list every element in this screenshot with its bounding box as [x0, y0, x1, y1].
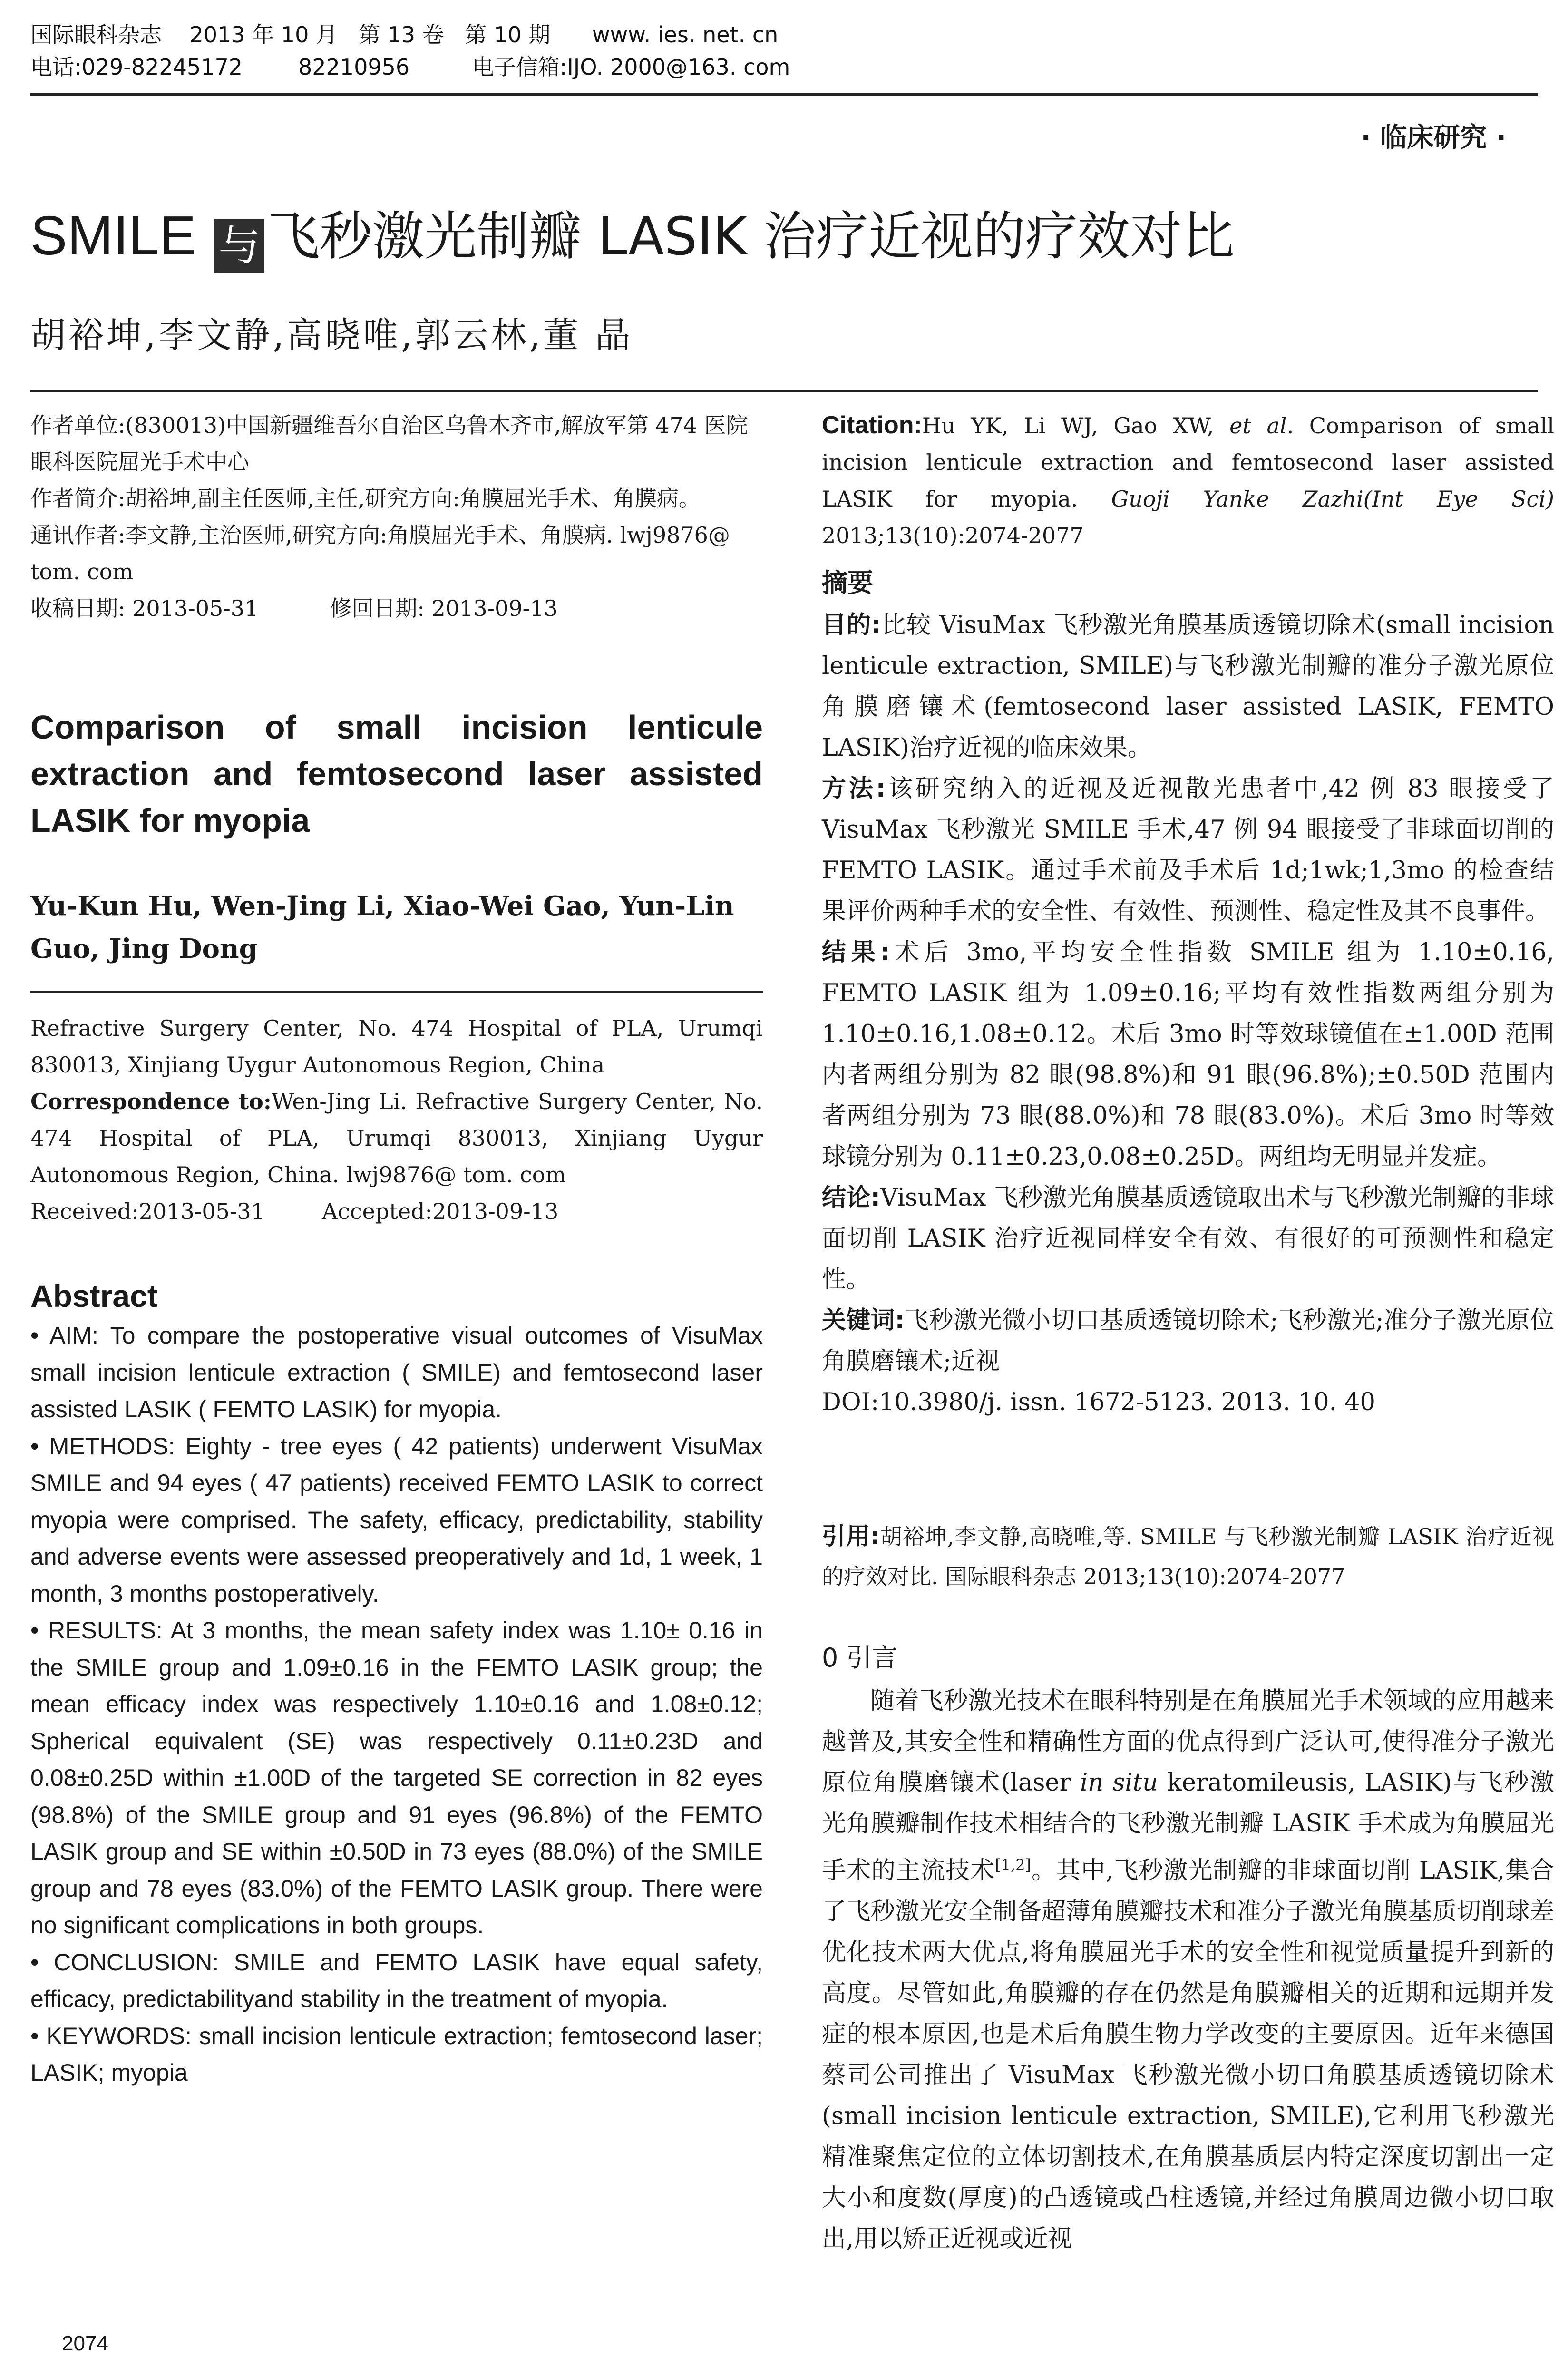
keywords-text: small incision lenticule extraction; femtosecond laser; LASIK; myopia: [30, 2022, 763, 2086]
aim-text: To compare the postoperative visual outcomes of VisuMax small incision lenticule extraction ( SMILE) and femtosecond laser assisted LASIK ( FEMTO LASIK) for myopia.: [30, 1322, 763, 1422]
received-date: 收稿日期: 2013-05-31: [30, 595, 259, 621]
cite-cn-text: 胡裕坤,李文静,高晓唯,等. SMILE 与飞秒激光制瓣 LASIK 治疗近视的疗效对比. 国际眼科杂志 2013;13(10):2074-2077: [822, 1524, 1555, 1589]
cn-keywords-label: 关键词:: [822, 1306, 905, 1335]
english-title: Comparison of small incision lenticule extraction and femtosecond laser assisted LASIK for myopia: [30, 709, 763, 839]
citation-chinese: [822, 1516, 1554, 1597]
keywords-label: • KEYWORDS:: [30, 2022, 192, 2049]
cite-cn-label: 引用:: [822, 1522, 880, 1550]
revised-date: 修回日期: 2013-09-13: [330, 595, 558, 621]
authors-rule: [30, 390, 1538, 392]
en-received: Received:2013-05-31: [30, 1198, 265, 1224]
intro-heading: 0 引言: [822, 1643, 898, 1673]
cn-aim-label: 目的:: [822, 611, 881, 639]
intro-text-c: 。其中,飞秒激光制瓣的非球面切削 LASIK,集合了飞秒激光安全制备超薄角膜瓣技术和准分子激光角膜基质切削球差优化技术两大优点,将角膜屈光手术的安全性和视觉质量提升到新的高度。尽管如此,角膜瓣的存在仍然是角膜瓣相关的近期和远期并发症的根本原因,也是术后角膜生物力学改变的主要原因。近年来德国蔡司公司推出了 VisuMax 飞秒激光微小切口角膜基质透镜切除术(small incision lenticule extraction, SMILE),它利用飞秒激光精准聚焦定位的立体切割技术,在角膜基质层内特定深度切割出一定大小和度数(厚度)的凸透镜或凸柱透镜,并经过角膜周边微小切口取出,用以矫正近视或近视: [822, 1857, 1554, 2253]
abstract-chinese: [822, 605, 1554, 1423]
page-number: 2074: [62, 2332, 108, 2355]
author-corr: 通讯作者:李文静,主治医师,研究方向:角膜屈光手术、角膜病. lwj9876@ tom. com: [30, 522, 730, 585]
cn-conclusion-text: VisuMax 飞秒激光角膜基质透镜取出术与飞秒激光制瓣的非球面切削 LASIK 治疗近视同样安全有效、有很好的可预测性和稳定性。: [822, 1184, 1554, 1294]
dates: [30, 590, 763, 627]
cn-conclusion-label: 结论:: [822, 1184, 880, 1212]
citation-journal: Guoji Yanke Zazhi(Int Eye Sci): [1111, 486, 1554, 512]
authors: 胡裕坤,李文静,高晓唯,郭云林,董 晶: [30, 315, 633, 356]
abstract-conclusion: [30, 1944, 763, 2018]
citation-english: [822, 407, 1554, 554]
conclusion-label: • CONCLUSION:: [30, 1948, 219, 1976]
english-authors: Yu-Kun Hu, Wen-Jing Li, Xiao-Wei Gao, Yun-Lin Guo, Jing Dong: [30, 890, 734, 964]
title-part2: 飞秒激光制瓣 LASIK 治疗近视的疗效对比: [267, 206, 1235, 267]
cn-doi: DOI:10.3980/j. issn. 1672-5123. 2013. 10. 40: [822, 1388, 1375, 1416]
citation-text2: . Comparison of small incision lenticule extraction and femtosecond laser assisted LASIK for myopia.: [822, 413, 1554, 512]
author-bio: 作者简介:胡裕坤,副主任医师,主任,研究方向:角膜屈光手术、角膜病。: [30, 486, 701, 511]
intro-reference: [1,2]: [995, 1856, 1032, 1874]
cn-keywords-text: 飞秒激光微小切口基质透镜切除术;飞秒激光;准分子激光原位角膜磨镶术;近视: [822, 1306, 1554, 1375]
cn-results-label: 结果:: [822, 938, 890, 966]
journal-header-line2: 电话:029-82245172 82210956 电子信箱:IJO. 2000@163. com: [30, 54, 790, 80]
title-part1: SMILE: [30, 205, 212, 266]
citation-etal: et al: [1229, 413, 1287, 438]
author-info: [30, 407, 763, 627]
journal-header-line1: 国际眼科杂志 2013 年 10 月 第 13 卷 第 10 期 www. ies. net. cn: [30, 22, 779, 48]
intro-text-b: keratomileusis, LASIK)与飞秒激光角膜瓣制作技术相结合的飞秒激光制瓣 LASIK 手术成为角膜屈光手术的主流技术: [822, 1769, 1554, 1885]
abstract-results: [30, 1612, 763, 1944]
intro-paragraph: [822, 1681, 1554, 2260]
citation-label: Citation:: [822, 411, 922, 439]
abstract-cn-heading: 摘要: [822, 568, 873, 598]
cn-conclusion: [822, 1178, 1554, 1300]
cn-methods-text: 该研究纳入的近视及近视散光患者中,42 例 83 眼接受了 VisuMax 飞秒激光 SMILE 手术,47 例 94 眼接受了非球面切削的 FEMTO LASIK。通过手术前及手术后 1d;1wk;1,3mo 的检查结果评价两种手术的安全性、有效性、预测性、稳定性及其不良事件。: [822, 775, 1554, 925]
cn-results-text: 术后 3mo,平均安全性指数 SMILE 组为 1.10±0.16, FEMTO LASIK 组为 1.09±0.16;平均有效性指数两组分别为 1.10±0.16,1.08±0.12。术后 3mo 时等效球镜值在±1.00D 范围内者两组分别为 82 眼(98.8%)和 91 眼(96.8%);±0.50D 范围内者两组分别为 73 眼(88.0%)和 78 眼(83.0%)。术后 3mo 时等效球镜分别为 0.11±0.23,0.08±0.25D。两组均无明显并发症。: [822, 938, 1554, 1171]
english-affiliation: [30, 1010, 763, 1230]
methods-text: Eighty - tree eyes ( 42 patients) underwent VisuMax SMILE and 94 eyes ( 47 patients) received FEMTO LASIK to correct myopia were comprised. The safety, efficacy, predictability, stability and adverse events were assessed preoperatively and 1d, 1 week, 1 month, 3 months postoperatively.: [30, 1432, 763, 1607]
cn-aim: [822, 605, 1554, 769]
article-title: [30, 200, 1538, 273]
corr-label: Correspondence to:: [30, 1089, 272, 1114]
cn-results: [822, 932, 1554, 1178]
abstract-heading: Abstract: [30, 1278, 158, 1314]
affil-center: Refractive Surgery Center, No. 474 Hospital of PLA, Urumqi 830013, Xinjiang Uygur Autonomous Region, China: [30, 1015, 763, 1078]
cn-methods: [822, 769, 1554, 932]
english-authors-rule: [30, 991, 763, 993]
citation-text3: 2013;13(10):2074-2077: [822, 523, 1084, 548]
en-accepted: Accepted:2013-09-13: [321, 1198, 559, 1224]
corr-text: Wen-Jing Li. Refractive Surgery Center, No. 474 Hospital of PLA, Urumqi 830013, Xinjiang Uygur Autonomous Region, China. lwj9876@ tom. com: [30, 1089, 763, 1188]
results-text: At 3 months, the mean safety index was 1.10± 0.16 in the SMILE group and 1.09±0.16 in the FEMTO LASIK group; the mean efficacy index was respectively 1.10±0.16 and 1.08±0.12; Spherical equivalent (SE) was respectively 0.11±0.23D and 0.08±0.25D within ±1.00D of the targeted SE correction in 82 eyes (98.8%) of the SMILE group and 91 eyes (96.8%) of the FEMTO LASIK group and SE within ±0.50D in 73 eyes (88.0%) of the SMILE group and 78 eyes (83.0%) of the FEMTO LASIK group. There were no significant complications in both groups.: [30, 1617, 763, 1939]
abstract-aim: [30, 1317, 763, 1428]
cn-aim-text: 比较 VisuMax 飞秒激光角膜基质透镜切除术(small incision lenticule extraction, SMILE)与飞秒激光制瓣的准分子激光原位角膜磨镶术(femtosecond laser assisted LASIK, FEMTO LASIK)治疗近视的临床效果。: [822, 611, 1554, 762]
affil-dates: [30, 1193, 763, 1230]
cn-keywords: [822, 1300, 1554, 1382]
cn-methods-label: 方法:: [822, 775, 886, 803]
citation-text1: Hu YK, Li WJ, Gao XW,: [922, 413, 1230, 438]
intro-italic: in situ: [1080, 1769, 1159, 1797]
title-logo: 与: [214, 219, 264, 273]
affil-correspondence: [30, 1083, 763, 1193]
results-label: • RESULTS:: [30, 1617, 163, 1644]
aim-label: • AIM:: [30, 1322, 98, 1349]
abstract-methods: [30, 1428, 763, 1613]
section-label: · 临床研究 ·: [1361, 122, 1506, 153]
abstract-english: [30, 1317, 763, 2092]
conclusion-text: SMILE and FEMTO LASIK have equal safety, efficacy, predictabilityand stability in the treatment of myopia.: [30, 1948, 763, 2012]
header-rule: [30, 93, 1538, 96]
abstract-keywords: [30, 2018, 763, 2092]
author-unit: 作者单位:(830013)中国新疆维吾尔自治区乌鲁木齐市,解放军第 474 医院眼科医院屈光手术中心: [30, 412, 748, 475]
intro-text-a: 随着飞秒激光技术在眼科特别是在角膜屈光手术领域的应用越来越普及,其安全性和精确性方面的优点得到广泛认可,使得准分子激光原位角膜磨镶术(laser: [822, 1687, 1554, 1797]
methods-label: • METHODS:: [30, 1432, 175, 1460]
